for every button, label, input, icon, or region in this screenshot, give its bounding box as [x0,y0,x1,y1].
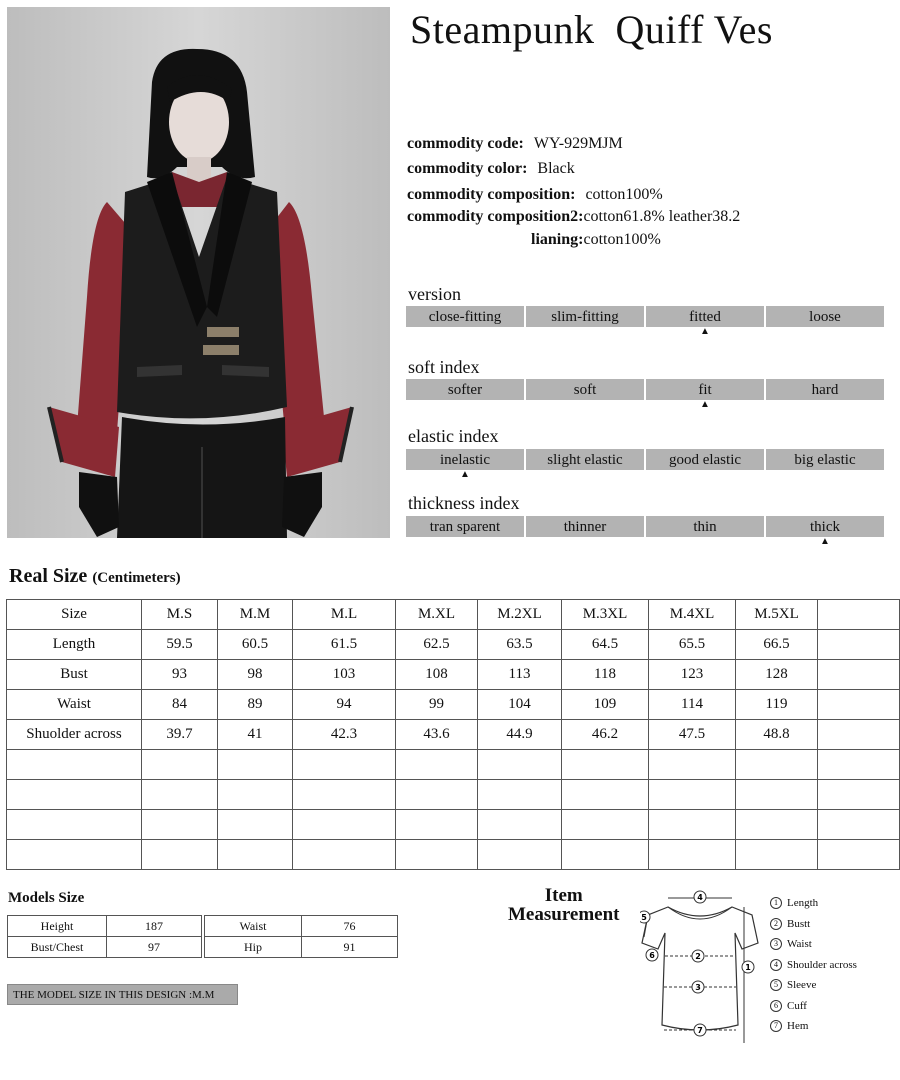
size-cell [396,810,478,840]
model-bust-value: 97 [107,937,202,958]
size-row-label [7,750,142,780]
size-cell [478,780,562,810]
size-cell [478,810,562,840]
thickness-index-option: tran sparent [406,516,524,537]
size-cell: 123 [649,660,736,690]
size-cell: 66.5 [736,630,818,660]
table-row [8,937,202,958]
size-cell [218,780,293,810]
elastic-index-title: elastic index [408,426,499,446]
version-selected-marker: ▲ [700,326,710,337]
size-cell: 47.5 [649,720,736,750]
table-row [7,750,900,780]
version-option: close-fitting [406,306,524,327]
table-row [7,780,900,810]
size-cell [562,750,649,780]
size-cell [142,810,218,840]
real-size-unit: (Centimeters) [92,570,181,586]
models-size-title: Models Size [8,890,85,906]
size-cell: 41 [218,720,293,750]
size-cell: 113 [478,660,562,690]
size-cell [818,660,900,690]
size-cell [478,750,562,780]
size-cell: 103 [293,660,396,690]
version-bar [406,306,885,327]
shirt-diagram-icon [640,885,765,1055]
size-cell: 46.2 [562,720,649,750]
elastic-index-bar [406,449,885,470]
size-cell: M.S [142,600,218,630]
size-row-label: Length [7,630,142,660]
size-cell: 89 [218,690,293,720]
size-cell: 42.3 [293,720,396,750]
size-header-row [7,600,900,630]
measurement-title-line1: Item [544,885,583,906]
commodity-code-row [407,135,623,153]
size-cell [649,810,736,840]
size-cell [142,750,218,780]
size-row-label: Shuolder across [7,720,142,750]
lining-value: cotton100% [583,231,661,248]
models-table-left [7,915,202,958]
model-waist-value: 76 [302,916,398,937]
model-waist-label: Waist [205,916,302,937]
models-table-right [204,915,398,958]
diagram-num: 1 [745,963,751,972]
commodity-composition-row [407,186,663,204]
size-cell [818,600,900,630]
lining-row [531,231,661,249]
legend-item: 6 Cuff [770,996,857,1017]
size-cell: 61.5 [293,630,396,660]
soft-index-bar [406,379,885,400]
size-cell: 65.5 [649,630,736,660]
soft-index-title: soft index [408,357,480,377]
size-cell: 64.5 [562,630,649,660]
size-cell [649,840,736,870]
diagram-num: 5 [641,913,647,922]
size-cell: 114 [649,690,736,720]
size-cell [818,840,900,870]
size-cell: 99 [396,690,478,720]
size-cell [293,840,396,870]
size-cell [396,750,478,780]
thickness-index-option: thin [646,516,764,537]
size-cell: M.M [218,600,293,630]
size-row-label: Bust [7,660,142,690]
real-size-title [9,565,181,588]
product-title: Steampunk Quiff Ves [410,7,773,52]
soft-index-option: softer [406,379,524,400]
thickness-index-bar [406,516,885,537]
size-cell: 48.8 [736,720,818,750]
size-cell [562,840,649,870]
size-cell: 43.6 [396,720,478,750]
table-row [205,916,398,937]
size-table [6,599,900,870]
size-cell: 109 [562,690,649,720]
model-height-value: 187 [107,916,202,937]
size-cell: 84 [142,690,218,720]
size-cell: M.4XL [649,600,736,630]
size-cell [396,840,478,870]
size-cell [736,840,818,870]
size-cell: 44.9 [478,720,562,750]
table-row [7,810,900,840]
table-row [7,840,900,870]
commodity-composition2-label: commodity composition2: [407,208,584,225]
legend-item: 7 Hem [770,1016,857,1037]
commodity-color-row [407,160,575,178]
model-hip-label: Hip [205,937,302,958]
elastic-index-option: good elastic [646,449,764,470]
size-cell [293,780,396,810]
size-cell [649,750,736,780]
size-cell: 108 [396,660,478,690]
thickness-index-option: thinner [526,516,644,537]
model-illustration [7,7,390,538]
commodity-color-value: Black [537,160,575,177]
table-row [7,720,900,750]
table-row [8,916,202,937]
product-photo [7,7,390,538]
version-title: version [408,284,461,304]
legend-item: 5 Sleeve [770,975,857,996]
version-option: fitted [646,306,764,327]
soft-index-option: fit [646,379,764,400]
size-cell: M.5XL [736,600,818,630]
size-cell [142,780,218,810]
model-size-note: THE MODEL SIZE IN THIS DESIGN :M.M [7,984,238,1005]
diagram-num: 4 [697,893,703,902]
size-cell [218,810,293,840]
size-cell [478,840,562,870]
size-cell [818,690,900,720]
elastic-index-option: slight elastic [526,449,644,470]
size-cell: 94 [293,690,396,720]
size-cell: M.L [293,600,396,630]
elastic-index-option: inelastic [406,449,524,470]
commodity-code-label: commodity code: [407,135,524,152]
legend-item: 1 Length [770,893,857,914]
commodity-color-label: commodity color: [407,160,528,177]
version-option: loose [766,306,884,327]
elastic-index-selected-marker: ▲ [460,469,470,480]
thickness-index-option: thick [766,516,884,537]
size-cell: 93 [142,660,218,690]
legend-item: 3 Waist [770,934,857,955]
size-cell [736,780,818,810]
size-cell [818,780,900,810]
measurement-title-line2: Measurement [508,904,620,925]
size-cell [293,750,396,780]
table-row [205,937,398,958]
diagram-num: 2 [695,952,701,961]
thickness-index-selected-marker: ▲ [820,536,830,547]
size-cell: M.XL [396,600,478,630]
size-cell: 104 [478,690,562,720]
legend-item: 4 Shoulder across [770,955,857,976]
size-cell [818,630,900,660]
size-row-label: Size [7,600,142,630]
diagram-num: 3 [695,983,701,992]
size-cell [218,750,293,780]
size-cell: 59.5 [142,630,218,660]
size-cell: 62.5 [396,630,478,660]
size-cell: 119 [736,690,818,720]
measurement-legend [770,893,857,1037]
size-cell: 128 [736,660,818,690]
size-cell [142,840,218,870]
size-cell: 118 [562,660,649,690]
commodity-composition-label: commodity composition: [407,186,576,203]
model-bust-label: Bust/Chest [8,937,107,958]
commodity-composition2-value: cotton61.8% leather38.2 [583,208,741,225]
lining-label: lianing: [531,231,584,248]
size-cell [218,840,293,870]
size-row-label [7,810,142,840]
size-cell [736,810,818,840]
size-cell: M.3XL [562,600,649,630]
soft-index-selected-marker: ▲ [700,399,710,410]
diagram-num: 6 [649,951,655,960]
model-height-label: Height [8,916,107,937]
model-hip-value: 91 [302,937,398,958]
size-row-label: Waist [7,690,142,720]
size-cell [818,720,900,750]
thickness-index-title: thickness index [408,493,520,513]
soft-index-option: soft [526,379,644,400]
size-cell: 98 [218,660,293,690]
size-cell [818,750,900,780]
real-size-heading: Real Size [9,565,88,587]
size-cell: 63.5 [478,630,562,660]
table-row [7,630,900,660]
legend-item: 2 Bustt [770,914,857,935]
commodity-composition-value: cotton100% [585,186,663,203]
measurement-title [508,886,620,924]
size-cell [736,750,818,780]
size-cell [562,780,649,810]
size-cell: 60.5 [218,630,293,660]
size-cell: 39.7 [142,720,218,750]
elastic-index-option: big elastic [766,449,884,470]
commodity-composition2-row [407,208,740,226]
size-row-label [7,780,142,810]
table-row [7,660,900,690]
size-cell [562,810,649,840]
size-cell [818,810,900,840]
soft-index-option: hard [766,379,884,400]
table-row [7,690,900,720]
diagram-num: 7 [697,1026,703,1035]
size-cell [293,810,396,840]
size-row-label [7,840,142,870]
size-cell: M.2XL [478,600,562,630]
size-cell [649,780,736,810]
version-option: slim-fitting [526,306,644,327]
size-cell [396,780,478,810]
commodity-code-value: WY-929MJM [533,135,623,152]
